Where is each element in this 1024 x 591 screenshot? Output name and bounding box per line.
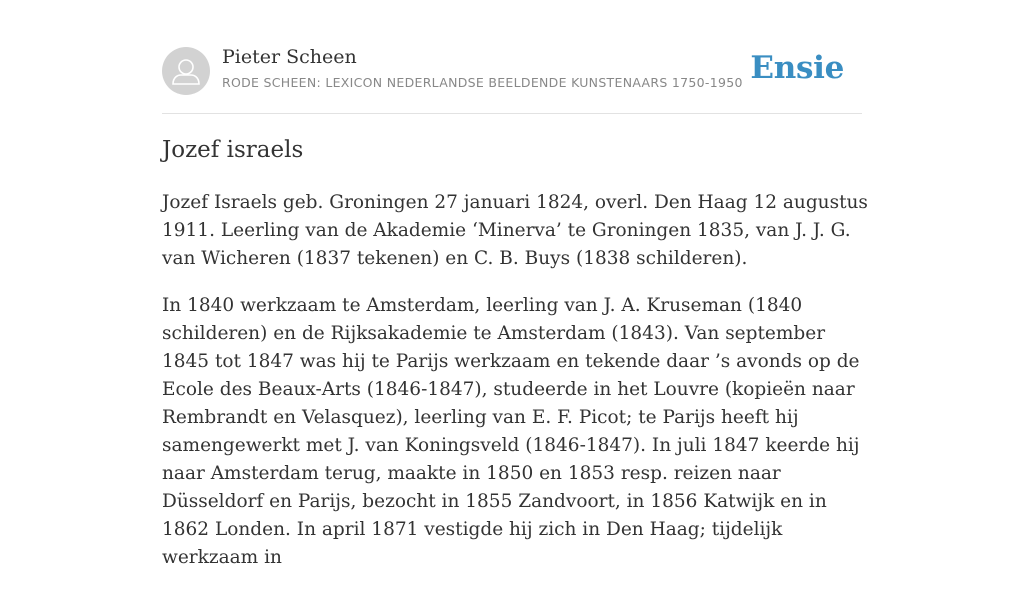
source-label[interactable]: RODE SCHEEN: LEXICON NEDERLANDSE BEELDENDE KUNSTENAARS 1750-1950 [222, 75, 743, 90]
article-paragraph: Jozef Israels geb. Groningen 27 januari 1824, overl. Den Haag 12 augustus 1911. Leerling van de Akademie ‘Minerva’ te Groningen 1835, van J. J. G. van Wicheren (1837 tekenen) en C. B. Buys (1838 schilderen). [162, 192, 868, 269]
user-icon [162, 47, 210, 95]
article-header [162, 0, 862, 114]
author-name[interactable]: Pieter Scheen [222, 46, 357, 68]
article-title: Jozef israels [162, 137, 304, 163]
ensie-logo[interactable]: Ensie [750, 50, 844, 86]
avatar[interactable] [162, 47, 210, 95]
page-content [162, 0, 868, 568]
article-paragraph: In 1840 werkzaam te Amsterdam, leerling van J. A. Kruseman (1840 schilderen) en de Rijksakademie te Amsterdam (1843). Van september 1845 tot 1847 was hij te Parijs werkzaam en tekende daar ’s avonds op de Ecole des Beaux-Arts (1846-1847), studeerde in het Louvre (kopieën naar Rembrandt en Velasquez), leerling van E. F. Picot; te Parijs heeft hij samengewerkt met J. van Koningsveld (1846-1847). In juli 1847 keerde hij naar Amsterdam terug, maakte in 1850 en 1853 resp. reizen naar Düsseldorf en Parijs, bezocht in 1855 Zandvoort, in 1856 Katwijk en in 1862 Londen. In april 1871 vestigde hij zich in Den Haag; tijdelijk werkzaam in [162, 295, 860, 568]
article-body [162, 189, 868, 591]
